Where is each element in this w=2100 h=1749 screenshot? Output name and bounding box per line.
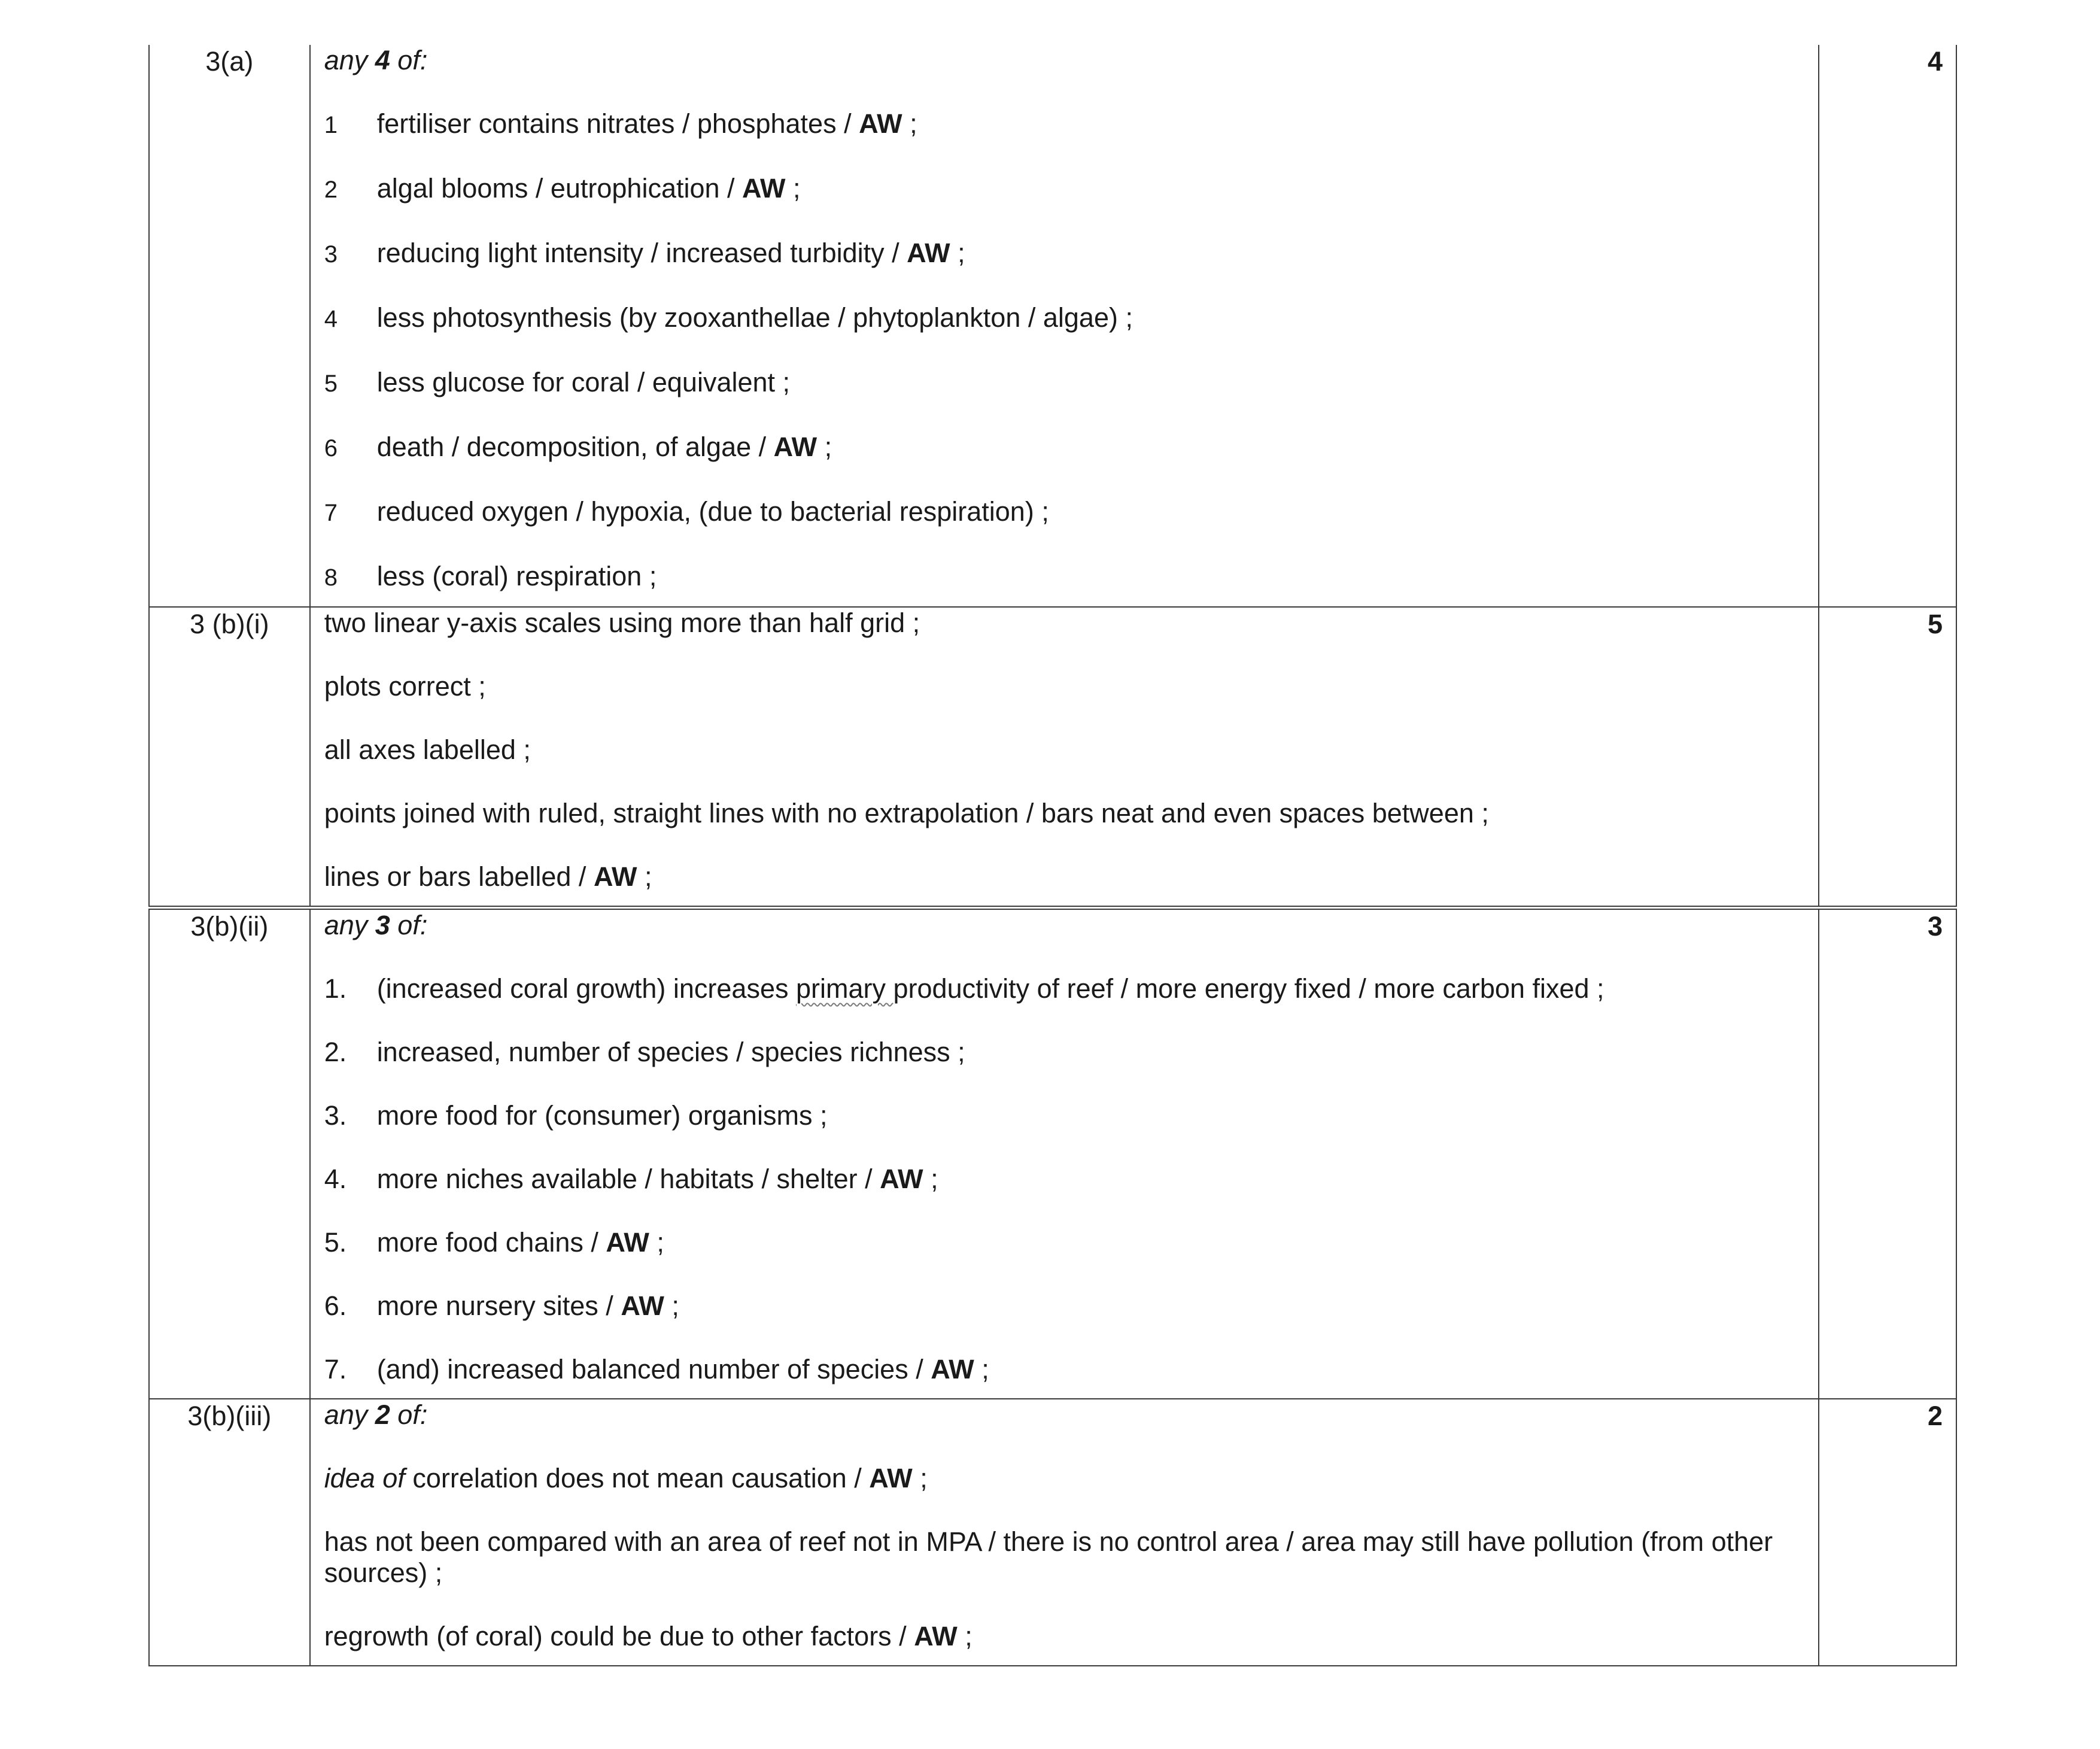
answer-point: 5 less glucose for coral / equivalent ; xyxy=(324,367,791,397)
answer-cell xyxy=(310,45,1819,607)
answer-point: 6. more nursery sites / AW ; xyxy=(324,1291,679,1321)
answer-point: two linear y-axis scales using more than half grid ; xyxy=(324,608,920,638)
question-number-cell xyxy=(149,908,310,1399)
answer-point: 3. more food for (consumer) organisms ; xyxy=(324,1100,828,1131)
answer-point: idea of correlation does not mean causation / AW ; xyxy=(324,1463,928,1493)
answer-point: 2. increased, number of species / species richness ; xyxy=(324,1037,965,1067)
answer-point: 6 death / decomposition, of algae / AW ; xyxy=(324,432,832,462)
marks-cell xyxy=(1819,607,1956,908)
answer-point: all axes labelled ; xyxy=(324,734,531,765)
question-number-cell xyxy=(149,45,310,607)
answer-point: points joined with ruled, straight lines with no extrapolation / bars neat and even spaces between ; xyxy=(324,798,1489,828)
answer-cell xyxy=(310,1399,1819,1666)
question-row-3bi xyxy=(149,607,1956,908)
answer-intro: any 4 of: xyxy=(324,45,428,75)
spellcheck-underline: primary xyxy=(795,973,894,1004)
question-number-cell xyxy=(149,607,310,908)
answer-point: regrowth (of coral) could be due to other factors / AW ; xyxy=(324,1621,972,1651)
answer-point: has not been compared with an area of reef not in MPA / there is no control area / area may still have pollution (from other sources) ; xyxy=(324,1526,1773,1588)
answer-point: plots correct ; xyxy=(324,671,486,702)
question-row-3bii xyxy=(149,908,1956,1399)
marks-cell xyxy=(1819,1399,1956,1666)
question-number-cell xyxy=(149,1399,310,1666)
mark-scheme-table xyxy=(148,45,1957,1666)
answer-point: 7 reduced oxygen / hypoxia, (due to bacterial respiration) ; xyxy=(324,496,1049,527)
question-label: 3(b)(iii) xyxy=(187,1401,272,1431)
marks-value: 5 xyxy=(1927,609,1943,639)
marks-value: 4 xyxy=(1927,46,1943,77)
answer-point: 7. (and) increased balanced number of species / AW ; xyxy=(324,1354,989,1384)
question-row-3biii xyxy=(149,1399,1956,1666)
marks-cell xyxy=(1819,908,1956,1399)
marks-value: 2 xyxy=(1927,1401,1943,1431)
answer-point: 3 reducing light intensity / increased turbidity / AW ; xyxy=(324,238,965,268)
question-label: 3 (b)(i) xyxy=(190,609,269,639)
answer-intro: any 3 of: xyxy=(324,910,428,940)
marks-value: 3 xyxy=(1927,911,1943,942)
question-label: 3(a) xyxy=(205,46,254,77)
answer-point: 1. (increased coral growth) increases primary productivity of reef / more energy fixed / more carbon fixed ; xyxy=(324,973,1604,1004)
question-row-3a xyxy=(149,45,1956,607)
answer-point: 4 less photosynthesis (by zooxanthellae / phytoplankton / algae) ; xyxy=(324,302,1133,333)
answer-point: 8 less (coral) respiration ; xyxy=(324,561,657,591)
answer-point: 4. more niches available / habitats / shelter / AW ; xyxy=(324,1164,938,1194)
answer-point: 5. more food chains / AW ; xyxy=(324,1227,664,1258)
answer-cell xyxy=(310,607,1819,908)
answer-intro: any 2 of: xyxy=(324,1399,428,1430)
answer-point: lines or bars labelled / AW ; xyxy=(324,861,652,892)
marks-cell xyxy=(1819,45,1956,607)
answer-cell xyxy=(310,908,1819,1399)
answer-point: 2 algal blooms / eutrophication / AW ; xyxy=(324,173,801,204)
answer-point: 1 fertiliser contains nitrates / phosphates / AW ; xyxy=(324,108,917,139)
question-label: 3(b)(ii) xyxy=(190,911,269,942)
